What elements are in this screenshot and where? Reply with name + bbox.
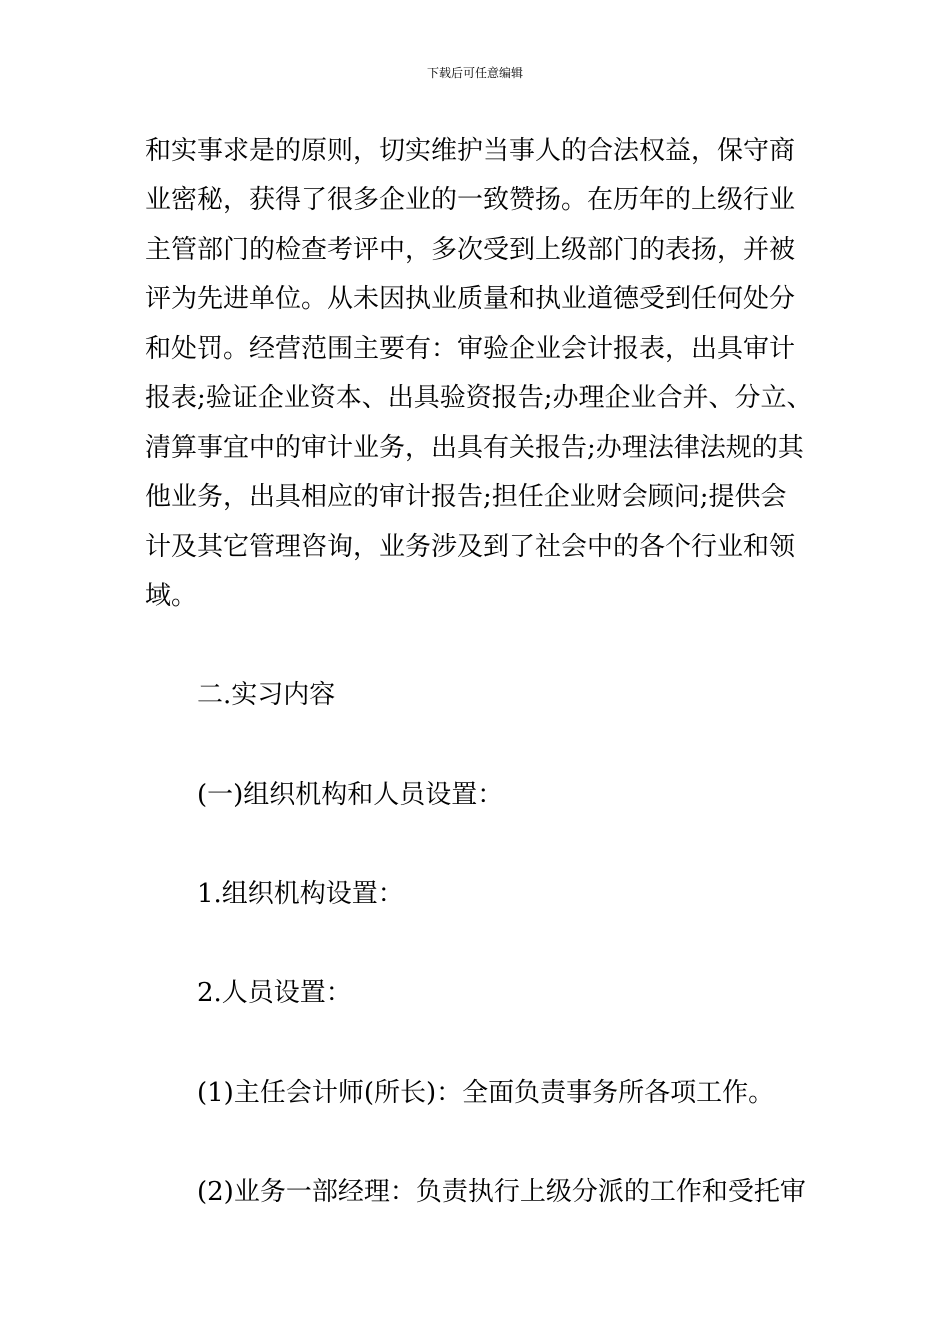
paragraph-line: 域。 <box>145 581 198 611</box>
list-item: (1)主任会计师(所长)：全面负责事务所各项工作。 <box>197 1078 775 1108</box>
paragraph-line: 报表;验证企业资本、出具验资报告;办理企业合并、分立、 <box>145 383 813 413</box>
paragraph-line: 和实事求是的原则，切实维护当事人的合法权益，保守商 <box>145 136 796 166</box>
paragraph-line: 评为先进单位。从未因执业质量和执业道德受到任何处分 <box>145 284 796 314</box>
paragraph-line: 业密秘，获得了很多企业的一致赞扬。在历年的上级行业 <box>145 185 796 215</box>
paragraph-line: 和处罚。经营范围主要有：审验企业会计报表，出具审计 <box>145 334 796 364</box>
paragraph-line: 他业务，出具相应的审计报告;担任企业财会顾问;提供会 <box>145 482 787 512</box>
paragraph-line: 清算事宜中的审计业务，出具有关报告;办理法律法规的其 <box>145 433 804 463</box>
list-item: 1.组织机构设置： <box>197 879 404 909</box>
section-heading: 二.实习内容 <box>197 680 336 710</box>
list-item: (2)业务一部经理：负责执行上级分派的工作和受托审 <box>197 1177 806 1207</box>
subsection-heading: (一)组织机构和人员设置： <box>197 780 504 810</box>
list-item: 2.人员设置： <box>197 978 352 1008</box>
page-header: 下载后可任意编辑 <box>426 66 523 80</box>
paragraph-line: 计及其它管理咨询，业务涉及到了社会中的各个行业和领 <box>145 532 796 562</box>
paragraph-line: 主管部门的检查考评中，多次受到上级部门的表扬，并被 <box>145 235 796 265</box>
